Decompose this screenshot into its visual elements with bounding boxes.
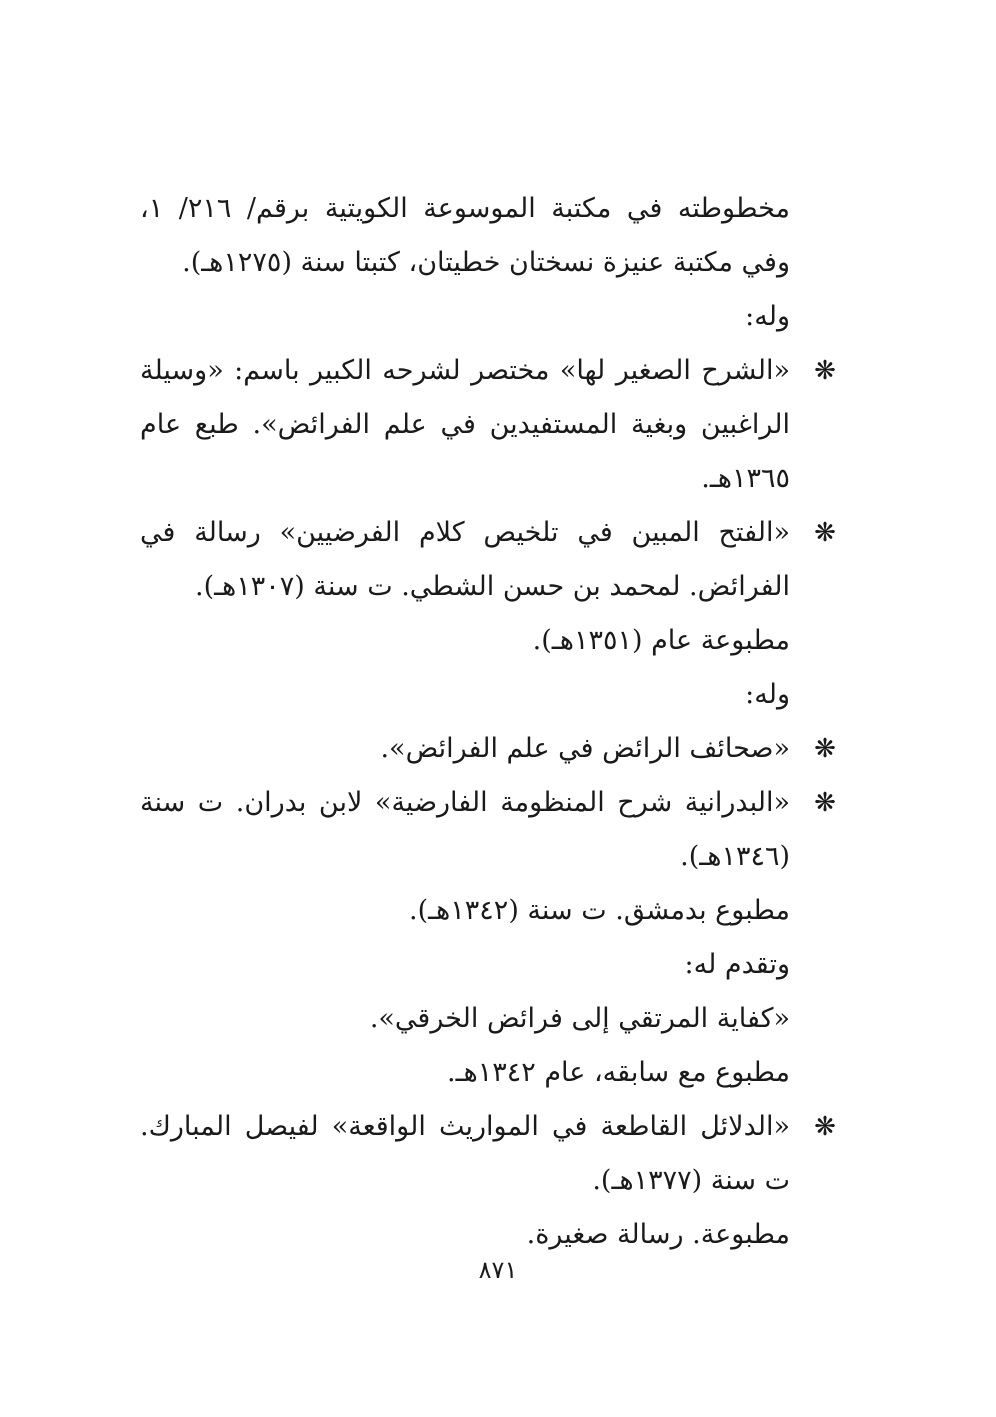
printed-note: مطبوعة. رسالة صغيرة. xyxy=(526,1219,790,1250)
list-item-text: «الدلائل القاطعة في المواريث الواقعة» لفيصل المبارك. ت سنة (١٣٧٧هـ). xyxy=(140,1111,790,1196)
printed-note: مطبوعة عام (١٣٥١هـ). xyxy=(532,625,790,656)
list-item-text: «الفتح المبين في تلخيص كلام الفرضيين» رسالة في الفرائض. لمحمد بن حسن الشطي. ت سنة (١٣٠٧هـ). xyxy=(140,517,790,602)
book-title-line: «كفاية المرتقي إلى فرائض الخرقي». xyxy=(369,1003,790,1034)
main-text-block xyxy=(140,182,840,1262)
list-item-text: «صحائف الرائض في علم الفرائض». xyxy=(380,733,790,764)
asterisk-bullet-icon: ❋ xyxy=(814,1112,836,1142)
page-number: ٨٧١ xyxy=(478,1256,518,1284)
wa-lahu-label: وله: xyxy=(745,301,790,332)
asterisk-bullet-icon: ❋ xyxy=(814,518,836,548)
wa-lahu-label: وله: xyxy=(745,679,790,710)
list-item xyxy=(140,722,840,776)
list-item xyxy=(140,506,840,614)
printed-note: مطبوع بدمشق. ت سنة (١٣٤٢هـ). xyxy=(409,895,790,926)
list-item xyxy=(140,776,840,884)
list-item-text: «البدرانية شرح المنظومة الفارضية» لابن بدران. ت سنة (١٣٤٦هـ). xyxy=(140,787,790,872)
preceded-label: وتقدم له: xyxy=(684,949,790,980)
printed-note: مطبوع مع سابقه، عام ١٣٤٢هـ. xyxy=(447,1057,790,1088)
asterisk-bullet-icon: ❋ xyxy=(814,356,836,386)
asterisk-bullet-icon: ❋ xyxy=(814,788,836,818)
list-item xyxy=(140,344,840,506)
list-item xyxy=(140,1100,840,1208)
intro-paragraph: مخطوطته في مكتبة الموسوعة الكويتية برقم/ ٢١٦/ ١، وفي مكتبة عنيزة نسختان خطيتان، كتبتا سنة (١٢٧٥هـ). xyxy=(140,193,790,278)
list-item-text: «الشرح الصغير لها» مختصر لشرحه الكبير باسم: «وسيلة الراغبين وبغية المستفيدين في علم الفرائض». طبع عام ١٣٦٥هـ. xyxy=(140,355,790,494)
asterisk-bullet-icon: ❋ xyxy=(814,734,836,764)
